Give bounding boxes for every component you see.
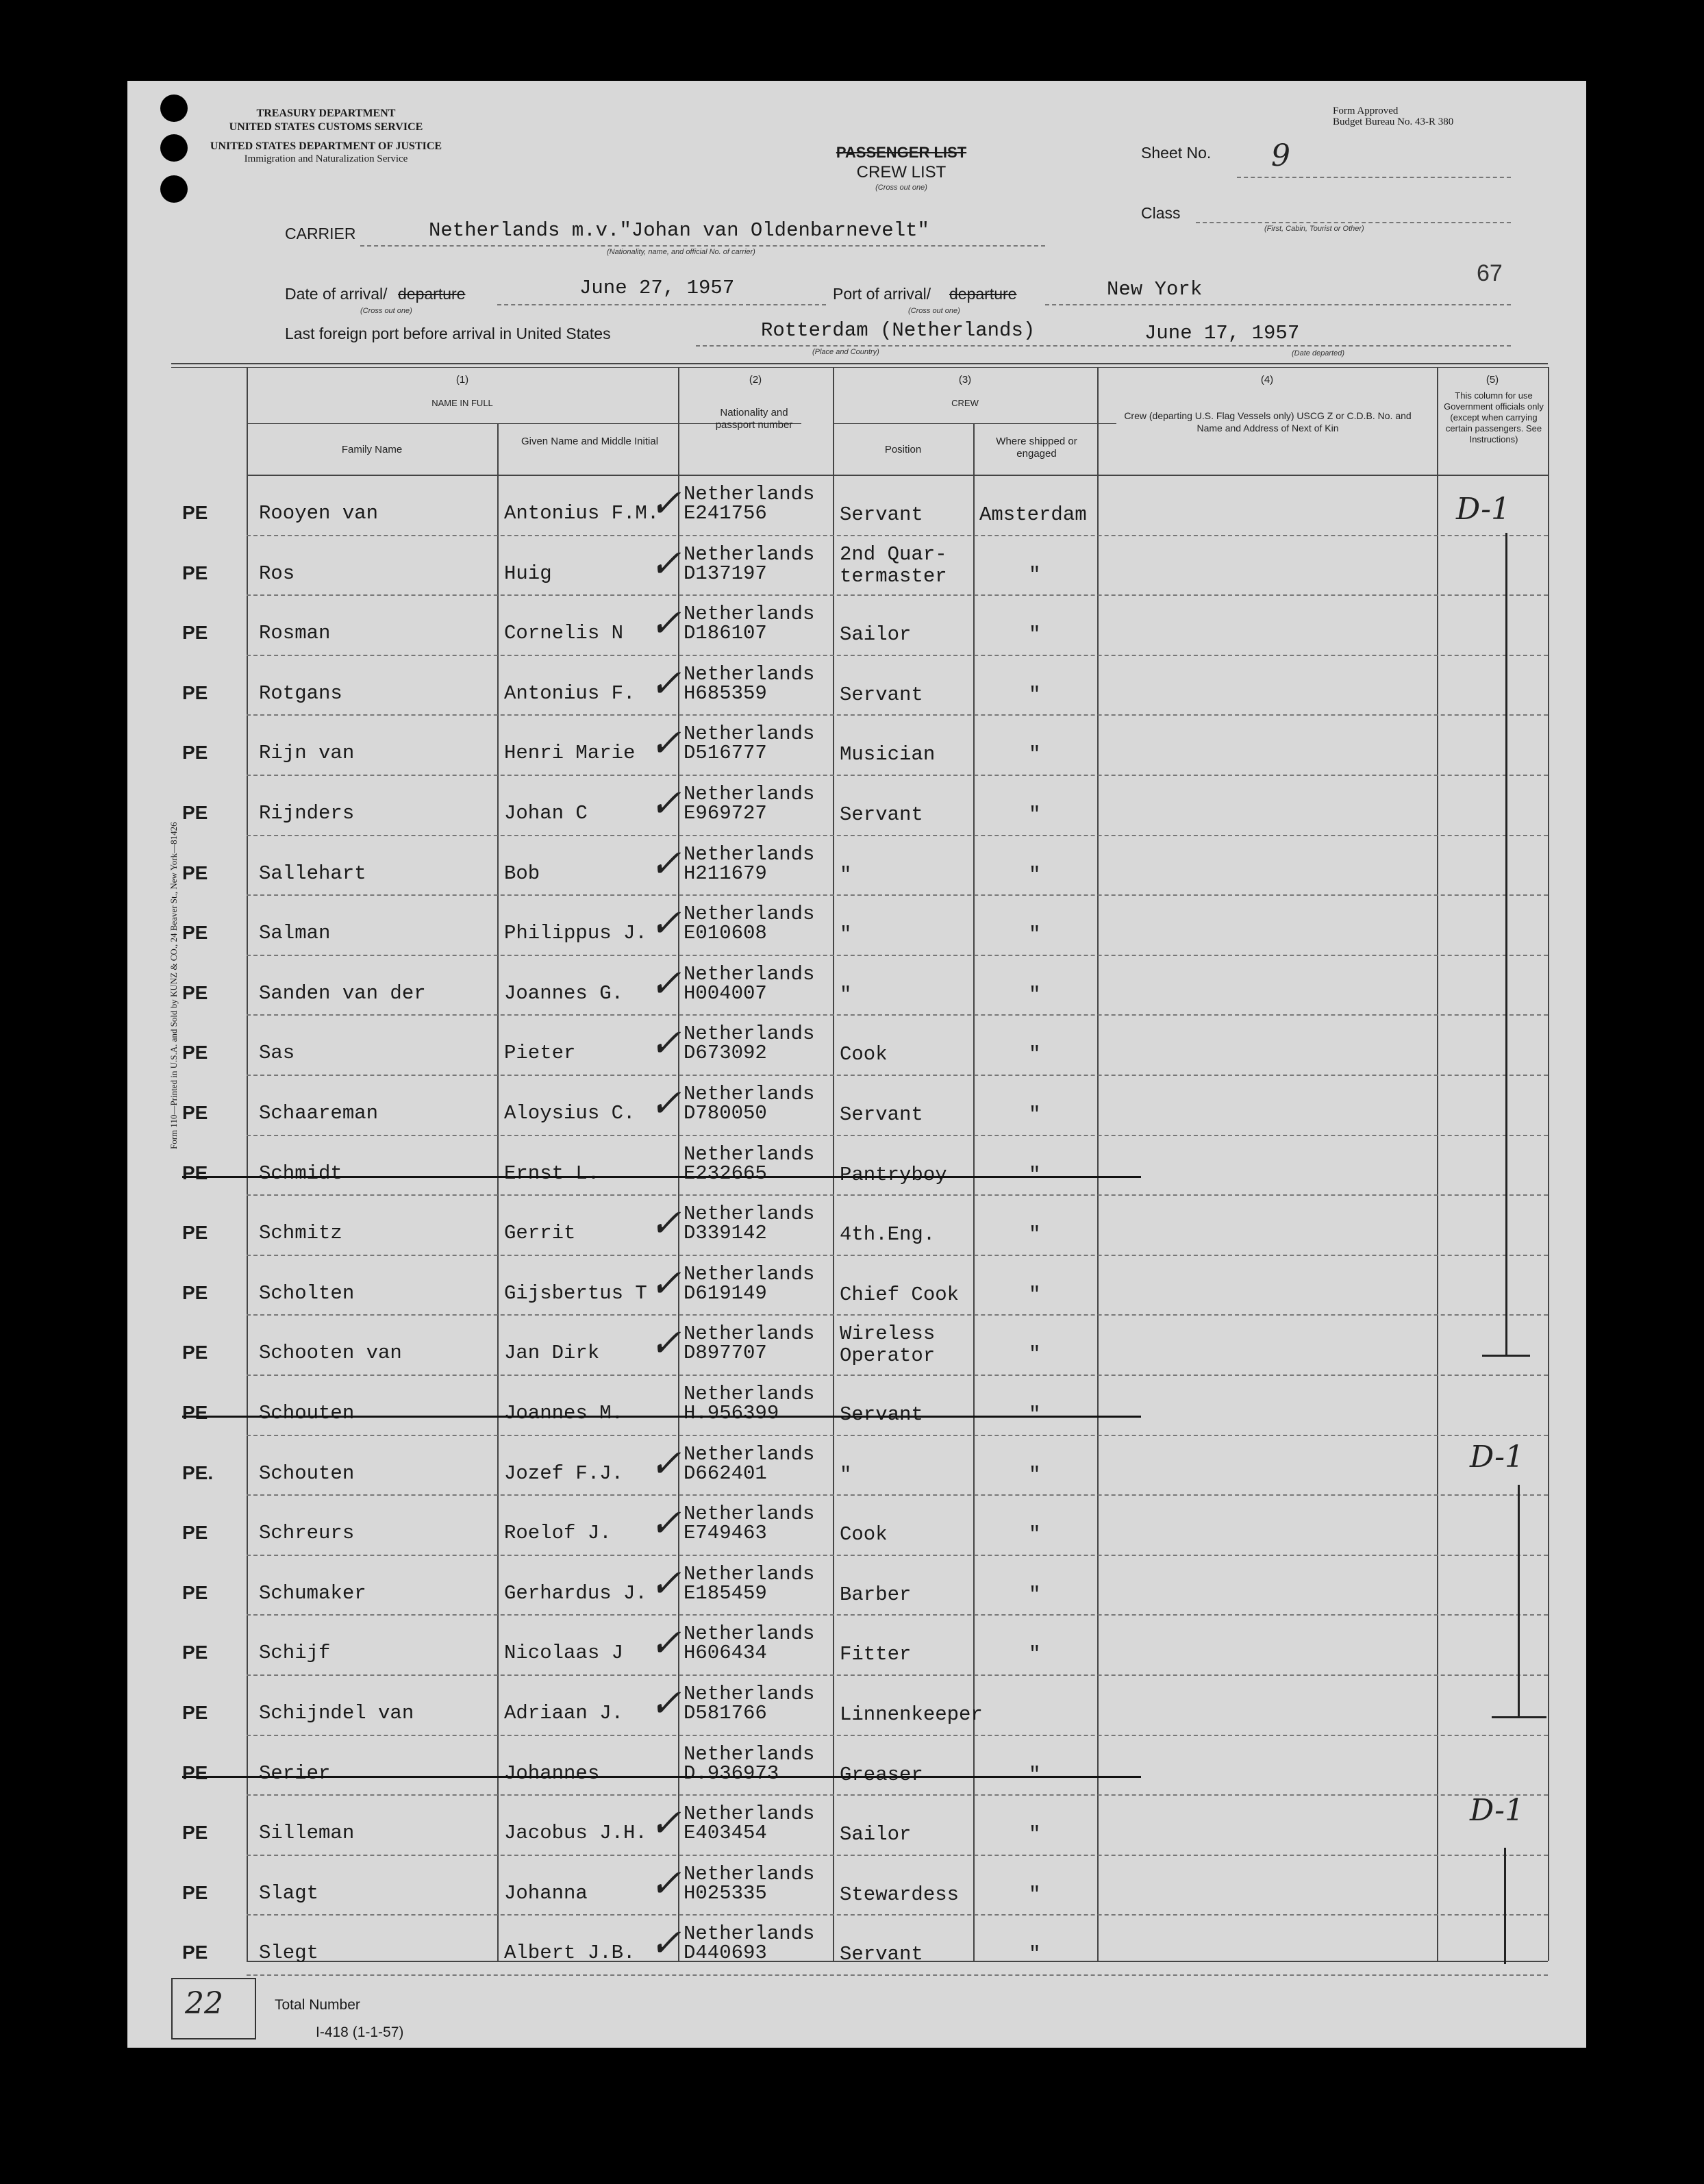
family-name: Silleman [259,1822,355,1845]
row-rule [247,1014,1548,1016]
family-name: Schaareman [259,1102,379,1125]
arrival-date: June 27, 1957 [579,277,735,299]
position: Sailor [840,1823,912,1846]
check-mark-icon: ✓ [649,1861,681,1906]
where-shipped: " [1029,1163,1041,1186]
check-mark-icon: ✓ [649,841,681,886]
where-shipped: " [1029,683,1041,706]
page-number: 67 [1477,260,1503,286]
where-shipped: " [1029,563,1041,586]
position: Servant [840,803,923,826]
position: Wireless [840,1322,936,1346]
row-rule [247,1135,1548,1136]
where-shipped: " [1029,1103,1041,1126]
family-name: Rosman [259,622,331,645]
position: Cook [840,1523,888,1546]
printer-note: Form 110—Printed in U.S.A. and Sold by KUNZ & CO., 24 Beaver St., New York—81426 [168,822,179,1149]
position: " [840,863,852,886]
position: Servant [840,1403,923,1426]
entry-code: PE [182,1342,208,1364]
check-mark-icon: ✓ [649,1801,681,1846]
passport-number: D897707 [684,1342,767,1365]
where-shipped: " [1029,983,1041,1006]
where-shipped: " [1029,1403,1041,1426]
nationality: Netherlands [684,1083,815,1105]
given-name: Roelof J. [504,1522,612,1545]
family-name: Rooyen van [259,502,379,525]
nationality-header: Nationality and passport number [715,407,793,431]
position: Linnenkeeper [840,1703,983,1726]
nationality: Netherlands [684,783,815,805]
position: Servant [840,683,923,706]
crew-list-title: CREW LIST [856,163,947,181]
agency-line: TREASURY DEPARTMENT [256,108,396,119]
nationality: Netherlands [684,1142,815,1166]
row-rule [247,1674,1548,1676]
family-name: Salman [259,922,331,945]
col4-number: (4) [1260,374,1274,386]
check-mark-icon: ✓ [649,961,681,1006]
passport-number: D662401 [684,1461,767,1485]
position: Servant [840,503,923,526]
check-mark-icon: ✓ [649,1081,681,1126]
nationality: Netherlands [684,1742,815,1766]
where-shipped: " [1029,1463,1041,1486]
check-mark-icon: ✓ [649,1621,681,1666]
where-shipped: " [1029,923,1041,946]
entry-code: PE [182,622,208,644]
passport-number: D673092 [684,1042,767,1065]
passport-number: H004007 [684,981,767,1005]
class-label: Class [1141,204,1181,222]
position: Musician [840,743,936,766]
position: Greaser [840,1763,923,1786]
row-rule [247,1974,1548,1976]
passport-number: E241756 [684,502,767,525]
passport-number: E749463 [684,1522,767,1545]
passport-number: D619149 [684,1281,767,1305]
check-mark-icon: ✓ [649,1201,681,1246]
nationality: Netherlands [684,1922,815,1946]
where-shipped: " [1029,623,1041,647]
position: 4th.Eng. [840,1223,936,1246]
family-name: Schouten [259,1402,355,1424]
document-page [127,81,1586,2048]
where-shipped: " [1029,1283,1041,1306]
family-name: Schijf [259,1642,331,1665]
where-shipped: " [1029,863,1041,886]
row-rule [247,1194,1548,1196]
row-rule [247,894,1548,896]
position-header: Position [884,444,922,455]
row-rule [247,1314,1548,1316]
nationality: Netherlands [684,662,815,686]
position-line2: termaster [840,564,947,588]
nationality: Netherlands [684,962,815,986]
given-name: Nicolaas J [504,1642,624,1665]
entry-code: PE [182,1761,208,1783]
given-name: Albert J.B. [504,1942,636,1965]
check-mark-icon: ✓ [649,901,681,946]
departed-note: (Date departed) [1292,349,1345,357]
given-name: Adriaan J. [504,1702,624,1724]
entry-code: PE [182,1581,208,1603]
date-crossed: departure [398,285,466,303]
family-name: Sallehart [259,862,366,885]
family-name: Schouten [259,1461,355,1485]
col3-number: (3) [958,374,972,386]
family-name: Scholten [259,1281,355,1305]
nationality: Netherlands [684,1203,815,1226]
row-rule [247,1855,1548,1856]
total-number-value: 22 [185,1986,223,2021]
passport-number: H606434 [684,1642,767,1665]
entry-code: PE [182,502,208,523]
check-mark-icon: ✓ [649,601,681,647]
class-note: (First, Cabin, Tourist or Other) [1264,225,1364,233]
passport-number: H685359 [684,681,767,705]
position: " [840,1463,852,1486]
passenger-list-title: PASSENGER LIST [836,144,967,161]
where-shipped: " [1029,1943,1041,1966]
nationality: Netherlands [684,483,815,505]
entry-code: PE [182,562,208,583]
check-mark-icon: ✓ [649,481,681,526]
given-name: Gijsbertus T [504,1281,647,1305]
given-name: Aloysius C. [504,1102,636,1125]
passport-number: E010608 [684,922,767,945]
last-port-label: Last foreign port before arrival in United States [285,325,611,342]
position: " [840,923,852,946]
row-rule [247,714,1548,716]
official-mark: D-1 [1470,1440,1524,1474]
punch-hole [160,95,188,122]
arrival-port: New York [1107,278,1203,301]
where-shipped: " [1029,1883,1041,1906]
given-name: Jacobus J.H. [504,1822,647,1845]
passport-number: E969727 [684,802,767,825]
given-name: Johannes [504,1761,600,1785]
family-name: Sanden van der [259,981,426,1005]
check-mark-icon: ✓ [649,541,681,586]
where-shipped: " [1029,1523,1041,1546]
given-name: Johan C [504,802,588,825]
nationality: Netherlands [684,1022,815,1046]
family-name: Rotgans [259,681,342,705]
passport-number: E185459 [684,1581,767,1605]
nationality: Netherlands [684,603,815,626]
family-name: Sas [259,1042,295,1065]
family-name: Rijnders [259,802,355,825]
form-code: I-418 (1-1-57) [316,2024,404,2040]
col5-number: (5) [1486,374,1499,386]
nationality: Netherlands [684,1503,815,1526]
nationality: Netherlands [684,542,815,566]
where-shipped: " [1029,743,1041,766]
position: Stewardess [840,1883,960,1906]
col1-title: NAME IN FULL [431,398,493,408]
row-rule [247,1255,1548,1256]
budget-bureau: Budget Bureau No. 43-R 380 [1333,116,1454,127]
family-name: Schreurs [259,1522,355,1545]
given-name: Johanna [504,1881,588,1905]
nationality: Netherlands [684,1622,815,1646]
nationality: Netherlands [684,1262,815,1285]
where-shipped: " [1029,1223,1041,1246]
entry-code: PE [182,862,208,883]
entry-code: PE [182,922,208,944]
check-mark-icon: ✓ [649,1561,681,1606]
where-shipped: " [1029,1763,1041,1786]
where-shipped: " [1029,1643,1041,1666]
carrier-label: CARRIER [285,225,356,242]
check-mark-icon: ✓ [649,1261,681,1306]
check-mark-icon: ✓ [649,1921,681,1966]
position: Fitter [840,1643,912,1666]
last-port-value: Rotterdam (Netherlands) [761,319,1036,342]
family-name-header: Family Name [341,444,403,455]
port-note: (Cross out one) [908,307,960,315]
col2-number: (2) [749,374,762,386]
row-rule [247,1914,1548,1916]
cross-out-note: (Cross out one) [875,184,927,192]
passport-number: D.936973 [684,1761,779,1785]
check-mark-icon: ✓ [649,721,681,766]
port-crossed: departure [949,285,1017,303]
nationality: Netherlands [684,903,815,926]
entry-code: PE [182,981,208,1003]
agency-line: UNITED STATES CUSTOMS SERVICE [229,121,423,133]
date-note: (Cross out one) [360,307,412,315]
family-name: Slagt [259,1881,319,1905]
given-name: Gerhardus J. [504,1581,647,1605]
where-shipped-header: Where shipped or engaged [996,436,1077,460]
passport-number: D516777 [684,742,767,765]
sheet-number: 9 [1271,138,1290,173]
nationality: Netherlands [684,723,815,746]
position: " [840,983,852,1006]
row-rule [247,655,1548,656]
passport-number: D581766 [684,1702,767,1724]
entry-code: PE [182,1402,208,1423]
row-rule [247,775,1548,776]
entry-code: PE [182,1281,208,1303]
where-shipped: " [1029,1583,1041,1606]
entry-code: PE. [182,1461,214,1483]
check-mark-icon: ✓ [649,1321,681,1366]
given-name: Joannes G. [504,981,624,1005]
position: Chief Cook [840,1283,960,1306]
check-mark-icon: ✓ [649,1441,681,1486]
where-shipped: " [1029,1823,1041,1846]
family-name: Schmitz [259,1222,342,1245]
date-label: Date of arrival/ [285,285,388,303]
family-name: Schumaker [259,1581,366,1605]
given-name: Ernst L. [504,1162,600,1185]
strike-line [182,1416,1141,1418]
given-name: Henri Marie [504,742,636,765]
check-mark-icon: ✓ [649,1681,681,1726]
row-rule [247,1555,1548,1556]
entry-code: PE [182,1702,208,1723]
family-name: Slegt [259,1942,319,1965]
passport-number: D440693 [684,1942,767,1965]
passport-number: D339142 [684,1222,767,1245]
row-rule [247,835,1548,836]
row-rule [247,1435,1548,1436]
position: Servant [840,1943,923,1966]
passport-number: E232665 [684,1162,767,1185]
entry-code: PE [182,1942,208,1963]
departed-date: June 17, 1957 [1144,322,1300,344]
col1-number: (1) [455,374,469,386]
sheet-label: Sheet No. [1141,144,1212,162]
family-name: Schmidt [259,1162,342,1185]
given-name: Pieter [504,1042,576,1065]
port-label: Port of arrival/ [833,285,931,303]
row-rule [247,535,1548,536]
position: Pantryboy [840,1163,947,1186]
entry-code: PE [182,1102,208,1123]
carrier-note: (Nationality, name, and official No. of carrier) [607,248,755,256]
row-rule [247,1735,1548,1736]
strike-line [182,1776,1141,1778]
row-rule [247,1614,1548,1616]
given-name: Gerrit [504,1222,576,1245]
given-name: Antonius F.M. [504,502,660,525]
position: Servant [840,1103,923,1126]
family-name: Schooten van [259,1342,402,1365]
given-name: Jan Dirk [504,1342,600,1365]
entry-code: PE [182,1222,208,1244]
row-rule [247,1794,1548,1796]
carrier-value: Netherlands m.v."Johan van Oldenbarnevelt" [429,219,929,242]
given-name: Huig [504,562,552,585]
passport-number: H025335 [684,1881,767,1905]
where-shipped: Amsterdam [979,503,1087,526]
passport-number: D780050 [684,1102,767,1125]
entry-code: PE [182,681,208,703]
passport-number: D137197 [684,562,767,585]
row-rule [247,1075,1548,1076]
position-line2: Operator [840,1344,936,1368]
row-rule [247,955,1548,956]
family-name: Rijn van [259,742,355,765]
row-rule [247,1375,1548,1376]
check-mark-icon: ✓ [649,661,681,706]
entry-code: PE [182,1881,208,1903]
entry-code: PE [182,1522,208,1544]
official-mark: D-1 [1456,492,1510,527]
strike-line [182,1176,1141,1178]
entry-code: PE [182,1642,208,1664]
row-rule [247,1494,1548,1496]
nationality: Netherlands [684,1862,815,1885]
passport-number: D186107 [684,622,767,645]
where-shipped: " [1029,1043,1041,1066]
position: 2nd Quar- [840,542,947,566]
entry-code: PE [182,1822,208,1844]
given-name: Jozef F.J. [504,1461,624,1485]
last-port-note: (Place and Country) [812,348,879,356]
passport-number: E403454 [684,1822,767,1845]
given-name: Bob [504,862,540,885]
nationality: Netherlands [684,1683,815,1705]
nationality: Netherlands [684,842,815,866]
position: Sailor [840,623,912,647]
col3-title: CREW [951,398,979,408]
entry-code: PE [182,742,208,764]
next-of-kin-header: Crew (departing U.S. Flag Vessels only) USCG Z or C.D.B. No. and Name and Address of Next of Kin [1124,410,1412,434]
agency-line: UNITED STATES DEPARTMENT OF JUSTICE [210,140,442,152]
family-name: Ros [259,562,295,585]
agency-sub: Immigration and Naturalization Service [244,153,408,164]
entry-code: PE [182,802,208,823]
check-mark-icon: ✓ [649,1021,681,1066]
position: Cook [840,1043,888,1066]
entry-code: PE [182,1162,208,1183]
where-shipped: " [1029,1343,1041,1366]
punch-hole [160,175,188,203]
position: Barber [840,1583,912,1606]
row-rule [247,594,1548,596]
nationality: Netherlands [684,1383,815,1405]
family-name: Schijndel van [259,1702,414,1724]
entry-code: PE [182,1042,208,1064]
form-approved: Form Approved [1333,105,1399,116]
nationality: Netherlands [684,1562,815,1585]
given-name: Philippus J. [504,922,647,945]
nationality: Netherlands [684,1322,815,1346]
family-name: Serier [259,1761,331,1785]
passport-number: H211679 [684,862,767,885]
where-shipped: " [1029,803,1041,826]
total-number-label: Total Number [275,1997,360,2013]
given-name-header: Given Name and Middle Initial [521,436,659,447]
official-use-header: This column for use Government officials only (except when carrying certain passengers. See Instructions) [1444,390,1544,444]
given-name: Joannes M. [504,1402,624,1424]
nationality: Netherlands [684,1803,815,1826]
nationality: Netherlands [684,1442,815,1466]
check-mark-icon: ✓ [649,1501,681,1546]
passport-number: H.956399 [684,1402,779,1424]
check-mark-icon: ✓ [649,781,681,826]
given-name: Antonius F. [504,681,636,705]
given-name: Cornelis N [504,622,624,645]
official-mark: D-1 [1470,1793,1524,1828]
